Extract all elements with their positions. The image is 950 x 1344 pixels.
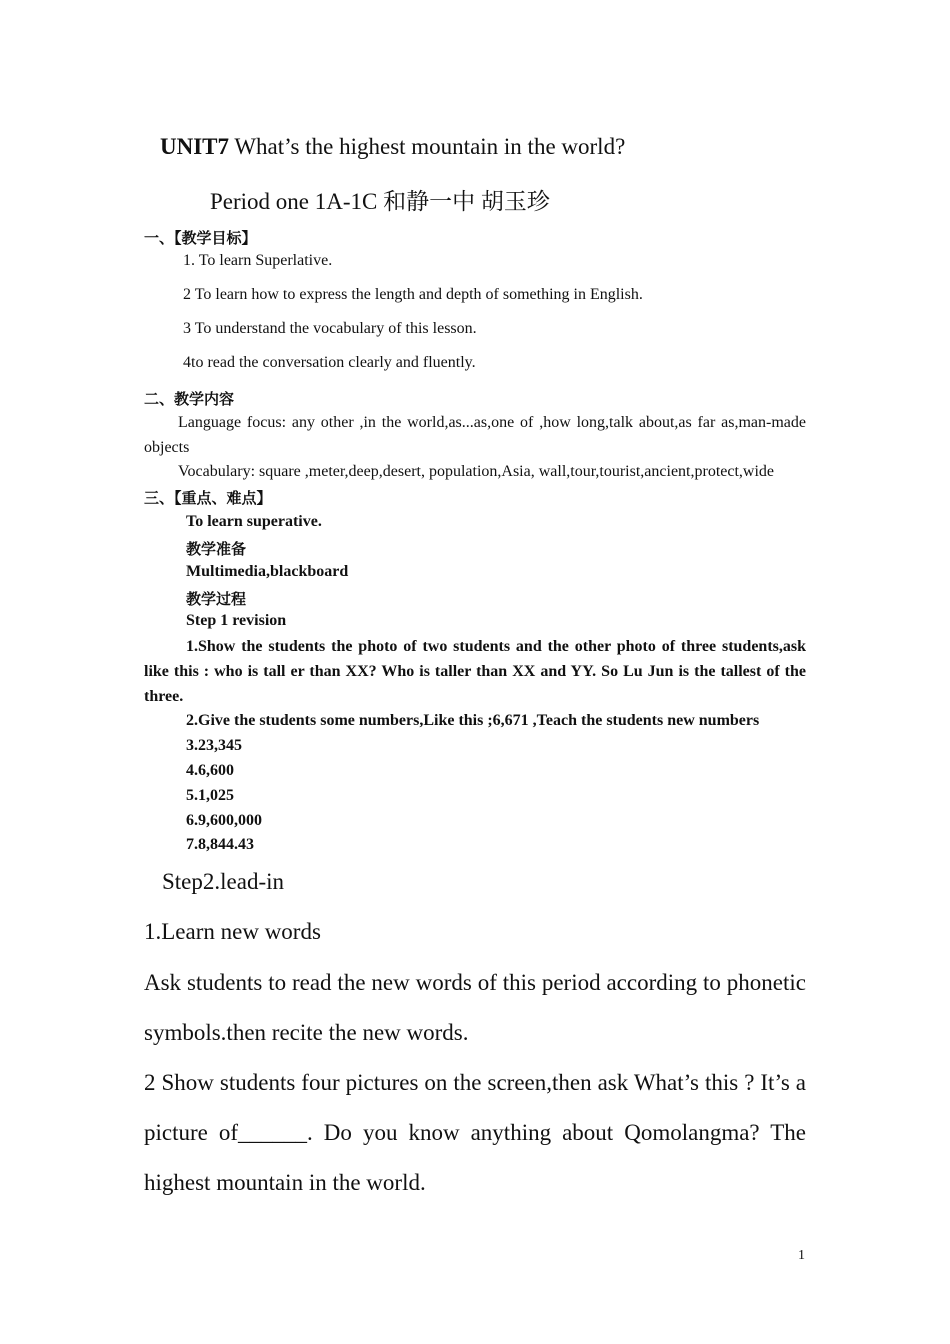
step1-item1: 1.Show the students the photo of two students and the other photo of three students,ask like this : who is tall er than XX? Who is taller than XX and YY. So Lu Jun is the tallest of the three. [144,638,806,705]
section1-heading: 一、【教学目标】 [144,229,257,247]
title-text: What’s the highest mountain in the world? [229,134,626,159]
step1-heading: Step 1 revision [186,612,287,629]
key-point: To learn superative. [186,513,322,530]
step2-paragraph2: 2 Show students four pictures on the screen,then ask What’s this ? It’s a picture of______. Do you know anything about Qomolangma? The highest mountain in the world. [144,1070,806,1195]
prep-heading: 教学准备 [186,540,247,558]
vocabulary-line: Vocabulary: square ,meter,deep,desert, population,Asia, wall,tour,tourist,ancient,protect,wide [178,463,775,480]
language-focus: Language focus: any other ,in the world,as...as,one of ,how long,talk about,as far as,man-made objects [144,414,806,456]
number-item: 7.8,844.43 [186,836,254,853]
step2-sub1: 1.Learn new words [144,919,321,944]
step1-item2: 2.Give the students some numbers,Like this ;6,671 ,Teach the students new numbers [186,712,760,729]
section2-heading: 二、教学内容 [144,390,235,408]
period-line: Period one 1A-1C 和静一中 胡玉珍 [210,189,550,214]
objective-item: 4to read the conversation clearly and fluently. [183,354,476,371]
process-heading: 教学过程 [186,590,247,608]
page-title [160,134,625,160]
section3-heading: 三、【重点、难点】 [144,489,272,507]
prep-text: Multimedia,blackboard [186,563,349,580]
unit-label: UNIT7 [160,134,230,159]
step2-paragraph1: Ask students to read the new words of this period according to phonetic symbols.then recite the new words. [144,970,806,1045]
step2-heading: Step2.lead-in [162,869,284,894]
objective-item: 3 To understand the vocabulary of this lesson. [183,320,477,337]
number-item: 4.6,600 [186,762,234,779]
number-item: 5.1,025 [186,787,234,804]
objective-item: 1. To learn Superlative. [183,252,333,269]
number-item: 3.23,345 [186,737,242,754]
page-number: 1 [798,1248,805,1263]
objective-item: 2 To learn how to express the length and depth of something in English. [183,286,643,303]
number-item: 6.9,600,000 [186,812,262,829]
